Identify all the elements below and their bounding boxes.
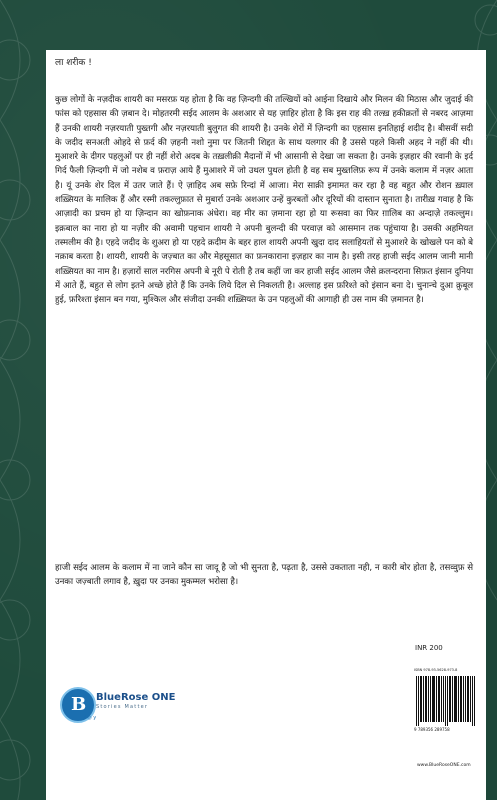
- bluerose-logo-icon: B: [60, 687, 96, 723]
- price-label: INR 200: [415, 644, 443, 652]
- paragraph-2: हाजी सईद आलम के कलाम में ना जाने कौन सा जादू है जो भी सुनता है, पढ़ता है, उससे उकताता नही, न कारी बोर होता है, तसव्वुफ़ से उनका जज़्बाती लगाव है, ख़ुदा पर उनका मुकम्मल भरोसा है।: [55, 563, 473, 588]
- publisher-website: www.BlueRoseONE.com: [417, 763, 471, 768]
- paragraph-1: कुछ लोगों के नज़दीक शायरी का मसरफ़ यह होता है कि वह ज़िन्दगी की तल्खियों को आईना दिखाये और मिलन की मिठास और जुदाई की फांस को एहसास की ज़बान दे। मोहतरमी सईद आलम के अशआर से यह ज़ाहिर होता है कि इस राह की तल्ख़ हकीक़तों से नबरद आज़मा हैं उनकी शायरी नज़रयाती पुख्तगी और नज़रयाती बुलुगत की शायरी है। उनके शेरों में ज़िन्दगी का एहसास इनतिहाई शदीद है। बीसवीं सदी के जदीद सनअती ओहदे से फ़र्द की ज़हनी नशो नुमा पर जितनी शिद्दत के साथ यलगार की है उससे पहले किसी अहद ने नहीं की थी। मुआशरे के दीगर पहलुओं पर ही नहीं शेरो अदब के तख़लीक़ी मैदानों में भी आसानी से देखा जा सकता है। उनके इज़हार की रवानी के इर्द गिर्द फैली ज़िन्दगी में जो नशेब व फ़राज़ आये हैं मुआशरे में जो उथल पुथल होती है वह सब मुख्तलिफ़ रूप में उनके कलाम में नज़र आता है। यूं उनके शेर दिल में उतर जाते हैं। ऐ ज़ाहिद अब सफ़े रिन्दां में आजा। मेरा साक़ी इमामत कर रहा है वह बहुत और रोशन ख़्याल शख़्सियत के मालिक हैं और रस्मी तकल्लुफ़ात से मुबार्रा उनके अशआर उन्हें कुरबतों और दूरियों की दास्तान सुनाता है। तारीख़ गवाह है कि आज़ादी का प्रचम हो या ज़िन्दान का खोफ़नाक अंधेरा। वह मीर का ज़माना रहा हो या रूसवा का फिर ग़ालिब का अन्दाज़े तकल्लुम। इक़बाल का नारा हो या नज़ीर की अवामी पहचान शायरी ने अपनी बुलन्दी की परवाज़ को आसमान तक पहुंचाया है। उसकी अहमियत तस्मलीम की है। एहदे जदीद के शुअरा हो या एहदे क़दीम के बहर हाल शायरी अपनी खुदा दाद सलाहियतों से मुआशरे के खोखले पन को बे नक़ाब करता है। शायरी, शायरी के जज़्बात का और मेहसूसात का फ़नकाराना इज़हार का नाम है। इसी तरह हाजी सईद आलम जानी मानी शख़्सियत का नाम है। हज़ारों साल नरगिस अपनी बे नूरी पे रोती है तब कहीं जा कर हाजी सईद आलम जैसे क़लन्दराना सिफ़त इंसान दुनिया में आते हैं, बहुत से लोग इतने अच्छे होते हैं कि उनके लिये दिल से निकलती है। अल्लाह इस फ़रिश्ते को इंसान बना दे। चुनान्चे दुआ क़ुबूल हुई, फ़रिश्ता इंसान बन गया, मुश्किल और संजीदा उनकी शख़्सियत के उन पहलुओं की आगाही ही उस नाम की ज़मानत है।: [55, 95, 473, 306]
- publisher-tagline: Stories Matter: [96, 704, 149, 710]
- publisher-name: BlueRose ONE: [96, 692, 176, 703]
- isbn-label: ISBN 978-93-5628-973-8: [414, 668, 458, 672]
- barcode-block: [412, 668, 480, 788]
- intro-line: ला शरीक !: [55, 58, 92, 68]
- isbn-digits: 9 789356 289758: [414, 727, 450, 732]
- publisher-logo: [60, 687, 180, 727]
- barcode-icon: [414, 676, 478, 726]
- social-icons: f ◎ y: [84, 715, 97, 721]
